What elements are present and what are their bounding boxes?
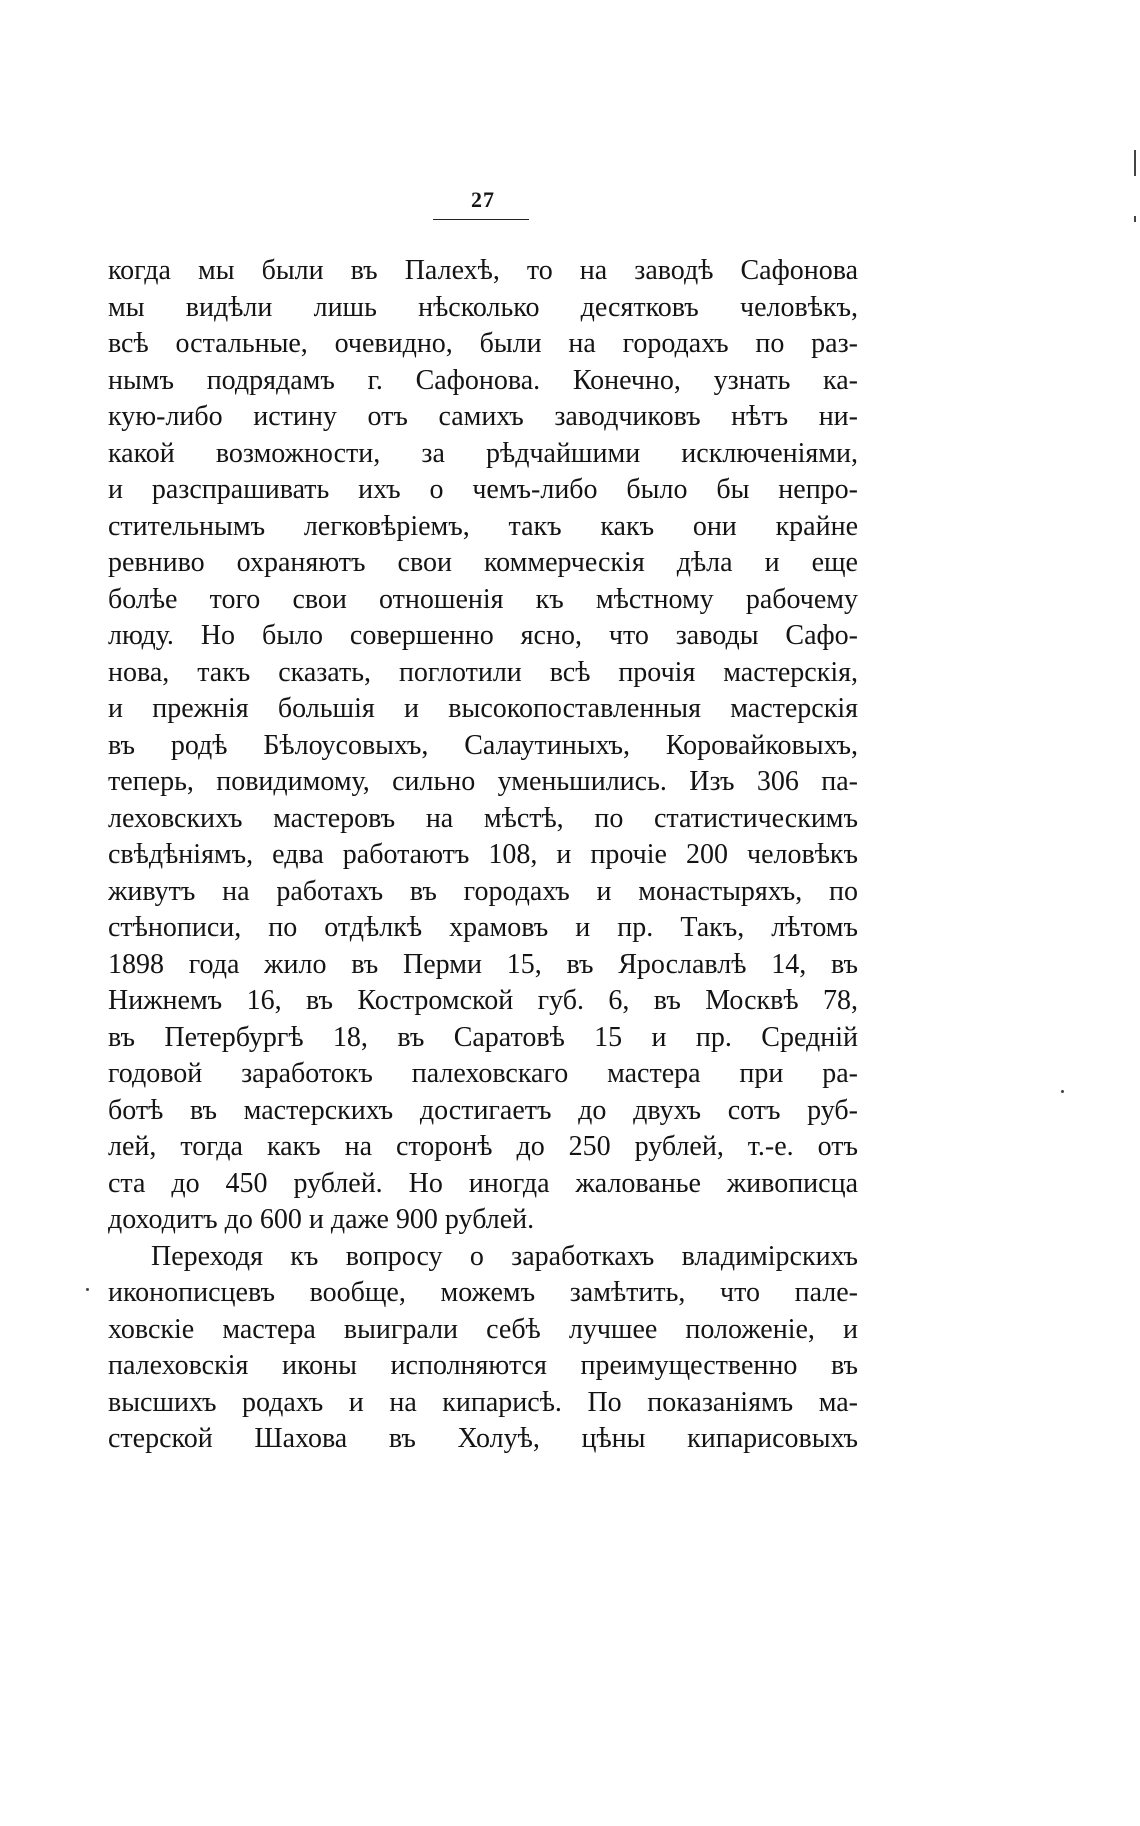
text-line: высшихъ родахъ и на кипарисѣ. По показаніямъ ма-: [108, 1386, 858, 1418]
text-line: стерской Шахова въ Холуѣ, цѣны кипарисовыхъ: [108, 1423, 858, 1454]
text-line: люду. Но было совершенно ясно, что заводы Сафо-: [108, 620, 858, 651]
text-line: Переходя къ вопросу о заработкахъ владимірскихъ: [151, 1240, 858, 1272]
text-line: всѣ остальные, очевидно, были на городахъ по раз-: [108, 328, 858, 359]
text-line: и разспрашивать ихъ о чемъ-либо было бы непро-: [108, 474, 858, 505]
page-number-rule: [433, 219, 529, 220]
text-line: теперь, повидимому, сильно уменьшились. Изъ 306 па-: [108, 766, 858, 797]
text-line: ботѣ въ мастерскихъ достигаетъ до двухъ сотъ руб-: [108, 1094, 858, 1126]
text-line: стительнымъ легковѣріемъ, такъ какъ они крайне: [108, 510, 858, 542]
scan-artifact-edge-mark: [1134, 216, 1136, 222]
scan-artifact-dot: [86, 1288, 89, 1291]
text-line: 1898 года жило въ Перми 15, въ Ярославлѣ 14, въ: [108, 948, 858, 980]
text-line: болѣе того свои отношенія къ мѣстному рабочему: [108, 583, 858, 615]
text-line: мы видѣли лишь нѣсколько десятковъ человѣкъ,: [108, 291, 858, 323]
text-line: доходитъ до 600 и даже 900 рублей.: [108, 1204, 535, 1235]
text-line: годовой заработокъ палеховскаго мастера при ра-: [108, 1058, 858, 1089]
text-line: Нижнемъ 16, въ Костромской губ. 6, въ Москвѣ 78,: [108, 985, 858, 1016]
paragraph: [108, 253, 858, 1239]
paragraph: [108, 1239, 858, 1458]
text-line: когда мы были въ Палехѣ, то на заводѣ Сафонова: [108, 255, 858, 286]
text-line: палеховскія иконы исполняются преимущественно въ: [108, 1350, 858, 1381]
text-line: стѣнописи, по отдѣлкѣ храмовъ и пр. Такъ, лѣтомъ: [108, 912, 858, 943]
text-line: ста до 450 рублей. Но иногда жалованье живописца: [108, 1167, 858, 1199]
page-number: 27: [471, 187, 495, 212]
text-line: въ Петербургѣ 18, въ Саратовѣ 15 и пр. Средній: [108, 1021, 858, 1053]
text-line: ревниво охраняютъ свои коммерческія дѣла и еще: [108, 547, 858, 578]
text-line: иконописцевъ вообще, можемъ замѣтить, что пале-: [108, 1277, 858, 1308]
text-line: живутъ на работахъ въ городахъ и монастыряхъ, по: [108, 875, 858, 907]
text-line: нымъ подрядамъ г. Сафонова. Конечно, узнать ка-: [108, 364, 858, 396]
text-line: ховскіе мастера выиграли себѣ лучшее положеніе, и: [108, 1313, 858, 1345]
text-line: какой возможности, за рѣдчайшими исключеніями,: [108, 437, 858, 469]
text-line: кую-либо истину отъ самихъ заводчиковъ нѣтъ ни-: [108, 401, 858, 432]
text-line: нова, такъ сказать, поглотили всѣ прочія мастерскія,: [108, 656, 858, 688]
text-line: въ родѣ Бѣлоусовыхъ, Салаутиныхъ, Коровайковыхъ,: [108, 729, 858, 761]
text-line: и прежнія большія и высокопоставленныя мастерскія: [108, 693, 858, 724]
scan-artifact-dot: [1061, 1090, 1064, 1093]
scan-artifact-edge-line: [1134, 150, 1136, 176]
text-line: леховскихъ мастеровъ на мѣстѣ, по статистическимъ: [108, 802, 858, 834]
text-line: свѣдѣніямъ, едва работаютъ 108, и прочіе 200 человѣкъ: [108, 839, 858, 870]
body-text: [108, 253, 858, 1458]
text-line: лей, тогда какъ на сторонѣ до 250 рублей, т.-е. отъ: [108, 1131, 858, 1162]
